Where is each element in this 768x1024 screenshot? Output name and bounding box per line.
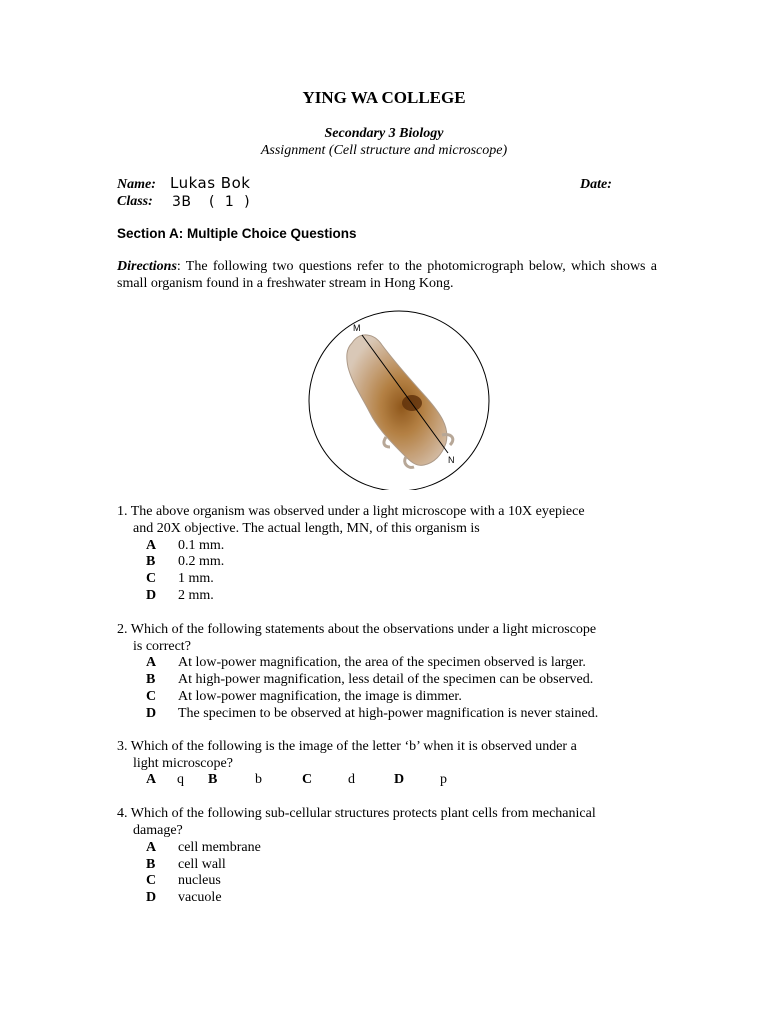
question-1-line2: and 20X objective. The actual length, MN, of this organism is	[133, 521, 480, 536]
option-1d[interactable]: D 2 mm.	[146, 588, 214, 603]
option-3a[interactable]: A q	[146, 772, 184, 787]
question-4	[117, 805, 596, 822]
question-text: The above organism was observed under a light microscope with a 10X eyepiece	[130, 504, 585, 519]
question-1	[117, 503, 585, 520]
school-title: YING WA COLLEGE	[302, 88, 466, 107]
option-1c[interactable]: C 1 mm.	[146, 571, 214, 586]
question-number: 4.	[117, 806, 128, 821]
date-label: Date:	[580, 177, 612, 192]
option-1b[interactable]: B 0.2 mm.	[146, 554, 225, 569]
question-number: 2.	[117, 622, 128, 637]
option-4b[interactable]: B cell wall	[146, 857, 226, 872]
option-2c[interactable]: C At low-power magnification, the image is dimmer.	[146, 689, 462, 704]
question-2	[117, 621, 596, 638]
option-2b[interactable]: B At high-power magnification, less detail of the specimen can be observed.	[146, 672, 594, 687]
option-4c[interactable]: C nucleus	[146, 873, 221, 888]
question-2-line2: is correct?	[133, 639, 191, 654]
option-3d[interactable]: D p	[394, 772, 447, 787]
option-4a[interactable]: A cell membrane	[146, 840, 261, 855]
option-2a[interactable]: A At low-power magnification, the area of the specimen observed is larger.	[146, 655, 586, 670]
subject-title: Secondary 3 Biology	[324, 126, 444, 141]
directions-label: Directions	[117, 259, 177, 274]
directions-text: : The following two questions refer to the photomicrograph below, which shows a small organism found in a freshwater stream in Hong Kong.	[117, 259, 657, 291]
option-3c[interactable]: C d	[302, 772, 355, 787]
assignment-title: Assignment (Cell structure and microscope)	[260, 143, 508, 158]
section-heading: Section A: Multiple Choice Questions	[117, 226, 357, 241]
name-value: Lukas Bok	[170, 174, 251, 192]
question-text: Which of the following is the image of the letter ‘b’ when it is observed under a	[130, 739, 577, 754]
question-text: Which of the following statements about the observations under a light microscope	[130, 622, 597, 637]
question-4-line2: damage?	[133, 823, 183, 838]
option-3b[interactable]: B b	[208, 772, 262, 787]
option-1a[interactable]: A 0.1 mm.	[146, 538, 225, 553]
class-label: Class:	[117, 194, 153, 209]
label-n: N	[448, 455, 455, 465]
question-number: 3.	[117, 739, 128, 754]
class-number: ( 1 )	[209, 194, 251, 210]
question-number: 1.	[117, 504, 128, 519]
class-value: 3B	[172, 194, 192, 210]
directions-paragraph	[117, 258, 657, 292]
name-label: Name:	[117, 177, 156, 192]
question-text: Which of the following sub-cellular structures protects plant cells from mechanical	[130, 806, 596, 821]
photomicrograph-figure	[290, 305, 500, 490]
question-3-line2: light microscope?	[133, 756, 233, 771]
question-3	[117, 738, 577, 755]
option-4d[interactable]: D vacuole	[146, 890, 222, 905]
photomicrograph-image	[290, 305, 500, 490]
label-m: M	[353, 323, 361, 333]
option-2d[interactable]: D The specimen to be observed at high-power magnification is never stained.	[146, 706, 599, 721]
